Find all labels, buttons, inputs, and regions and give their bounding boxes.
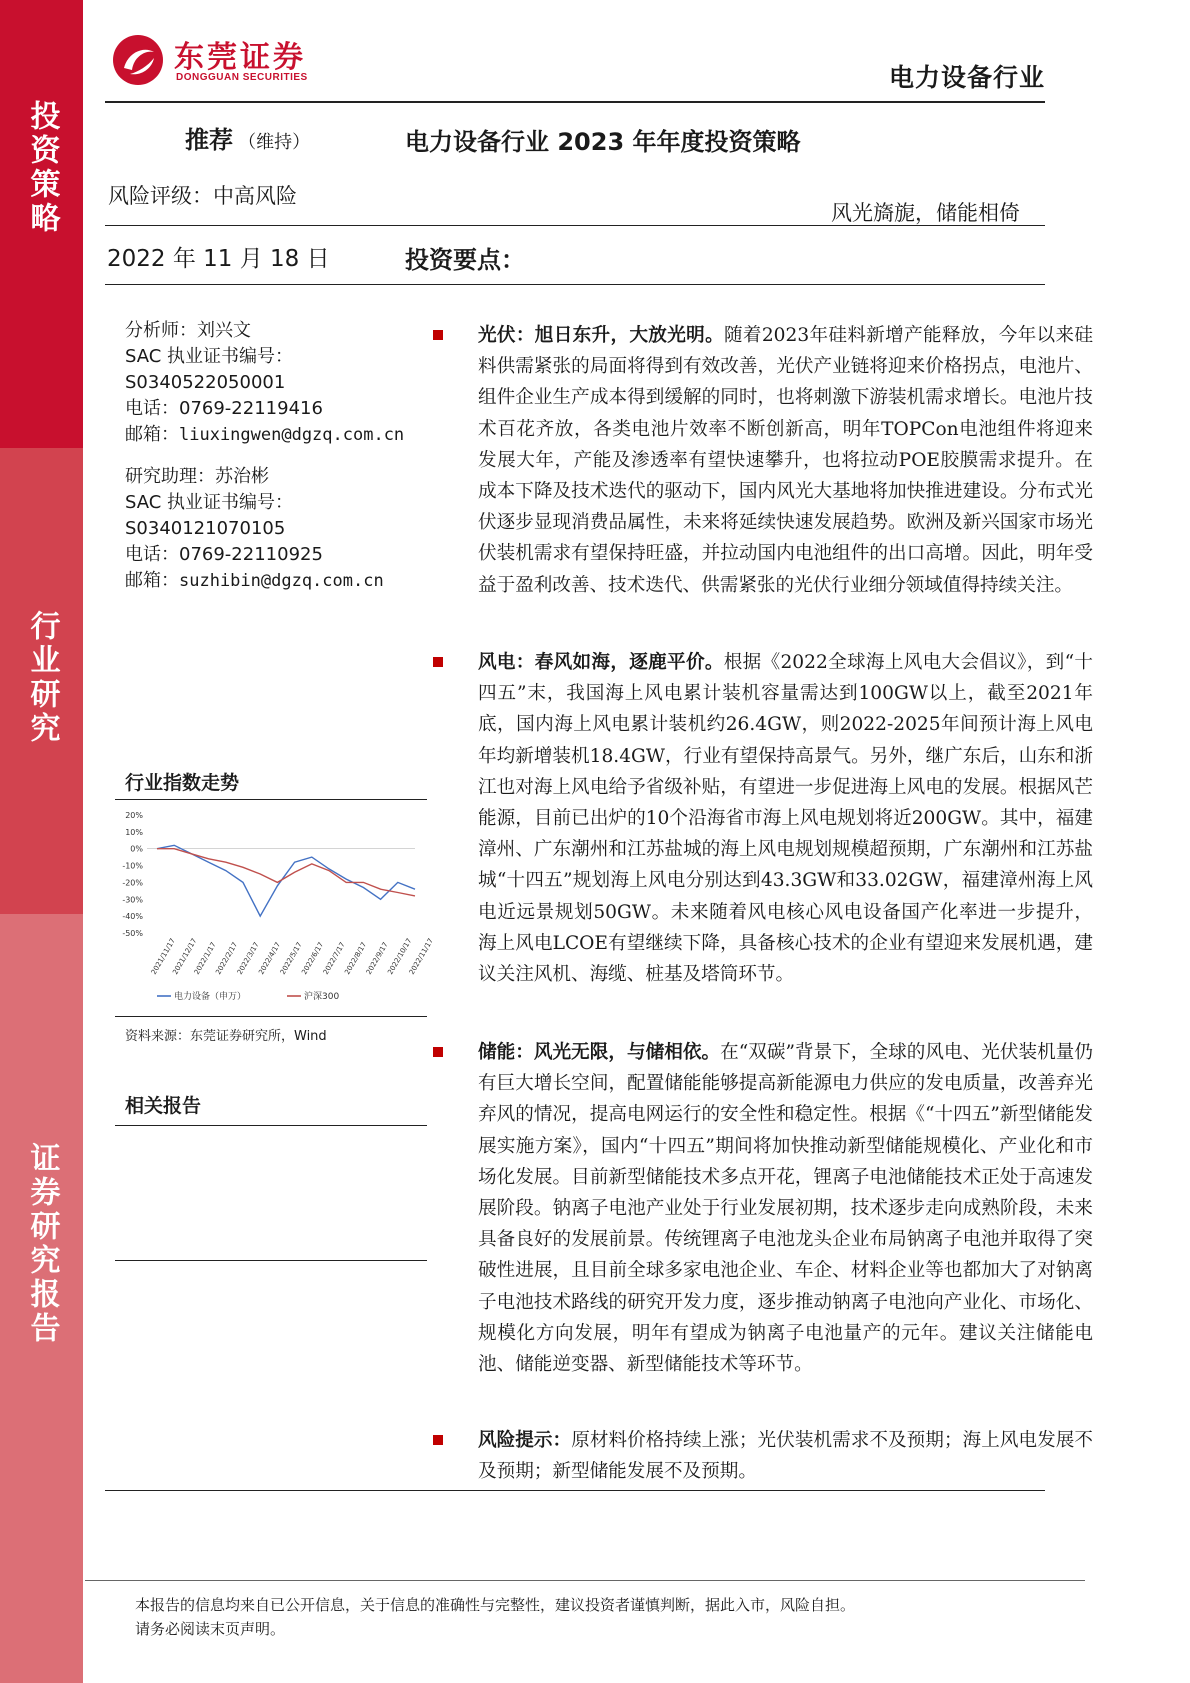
rating-block	[185, 120, 310, 155]
rating-label: 推荐	[185, 126, 233, 154]
report-title: 电力设备行业 2023 年年度投资策略	[405, 128, 801, 156]
y-tick-label: -40%	[122, 912, 143, 922]
bullet-square-icon	[433, 330, 443, 340]
y-tick-label: 20%	[125, 811, 143, 820]
left-top-rule	[105, 225, 405, 226]
rating-note: （维持）	[238, 132, 311, 153]
analyst-1-phone: 电话：0769-22119416	[125, 398, 323, 419]
x-tick-label: 2022/1/17	[192, 940, 218, 976]
industry-index-chart	[115, 803, 435, 1013]
analyst-2-email-row	[125, 568, 384, 594]
industry-name: 电力设备行业	[888, 63, 1045, 92]
bullet-square-icon	[433, 1435, 443, 1445]
chart-bottom-rule	[115, 1016, 427, 1017]
risk-level: 风险评级：中高风险	[108, 184, 297, 208]
analyst-2-sac-label: SAC 执业证书编号：	[125, 492, 294, 513]
analyst-1-email-label: 邮箱：	[125, 424, 179, 445]
point-risk-head: 风险提示：	[478, 1430, 572, 1451]
header-rule	[105, 101, 1045, 103]
x-tick-label: 2022/11/17	[407, 937, 435, 976]
analyst-2-email[interactable]: suzhibin@dgzq.com.cn	[179, 571, 384, 591]
key-points-heading: 投资要点：	[405, 246, 525, 274]
y-tick-label: -10%	[122, 861, 143, 871]
bullet-square-icon	[433, 1047, 443, 1057]
content-bottom-rule	[105, 1490, 1045, 1491]
x-tick-label: 2022/2/17	[214, 940, 240, 976]
y-tick-label: -30%	[122, 895, 143, 905]
x-tick-label: 2022/5/17	[278, 940, 304, 976]
x-tick-label: 2022/3/17	[235, 940, 261, 976]
logo-mark-icon	[110, 32, 166, 88]
report-date: 2022 年 11 月 18 日	[107, 246, 330, 272]
point-storage-head: 储能：风光无限，与储相依。	[478, 1042, 721, 1063]
analyst-2-phone: 电话：0769-22110925	[125, 544, 323, 565]
point-wind-body: 根据《2022全球海上风电大会倡议》，到“十四五”末，我国海上风电累计装机容量需达到100GW以上，截至2021年底，国内海上风电累计装机约26.4GW，则2022-2025年间预计海上风电年均新增装机18.4GW，行业有望保持高景气。另外，继广东后，山东和浙江也对海上风电给予省级补贴，有望进一步促进海上风电的发展。根据风芒能源，目前已出炉的10个沿海省市海上风电规划将近200GW。其中，福建漳州、广东潮州和江苏盐城的海上风电规划规模超预期，广东潮州和江苏盐城“十四五”规划海上风电分别达到43.3GW和33.02GW，福建漳州海上风电近远景规划50GW。未来随着风电核心风电设备国产化率进一步提升，海上风电LCOE有望继续下降，具备核心技术的企业有望迎来发展机遇，建议关注风机、海缆、桩基及塔筒环节。	[478, 652, 1093, 986]
logo-text-en: DONGGUAN SECURITIES	[176, 72, 308, 83]
point-storage-body: 在“双碳”背景下，全球的风电、光伏装机量仍有巨大增长空间，配置储能能够提高新能源电力供应的发电质量，改善弃光弃风的情况，提高电网运行的安全性和稳定性。根据《“十四五”新型储能发展实施方案》，国内“十四五”期间将加快推动新型储能规模化、产业化和市场化发展。目前新型储能技术多点开花，锂离子电池储能技术正处于高速发展阶段。钠离子电池产业处于行业发展初期，技术逐步走向成熟阶段，未来具备良好的发展前景。传统锂离子电池龙头企业布局钠离子电池并取得了突破性进展，且目前全球多家电池企业、车企、材料企业等也都加大了对钠离子电池技术路线的研究开发力度，逐步推动钠离子电池向产业化、市场化、规模化方向发展，明年有望成为钠离子电池量产的元年。建议关注储能电池、储能逆变器、新型储能技术等环节。	[478, 1042, 1093, 1376]
point-risk	[433, 1425, 1093, 1495]
x-tick-label: 2021/11/17	[149, 937, 177, 976]
x-tick-label: 2022/8/17	[343, 940, 369, 976]
logo-text-cn: 东莞证券	[174, 40, 306, 75]
disclaimer	[135, 1593, 855, 1641]
sidebar-label-report: 证券研究报告	[24, 1142, 60, 1346]
related-reports-rule	[115, 1125, 427, 1126]
x-tick-label: 2022/10/17	[386, 937, 414, 976]
point-storage	[433, 1037, 1093, 1407]
point-wind-text	[478, 647, 1093, 990]
point-pv	[433, 320, 1093, 630]
y-tick-label: -20%	[122, 878, 143, 888]
analyst-2-email-label: 邮箱：	[125, 570, 179, 591]
x-tick-label: 2022/4/17	[257, 940, 283, 976]
point-pv-body: 随着2023年硅料新增产能释放，今年以来硅料供需紧张的局面将得到有效改善，光伏产业链将迎来价格拐点，电池片、组件企业生产成本得到缓解的同时，也将刺激下游装机需求增长。电池片技术百花齐放，各类电池片效率不断创新高，明年TOPCon电池组件将迎来发展大年，产能及渗透率有望快速攀升，也将拉动POE胶膜需求提升。在成本下降及技术迭代的驱动下，国内风光大基地将加快推进建设。分布式光伏逐步显现消费品属性，未来将延续快速发展趋势。欧洲及新兴国家市场光伏装机需求有望保持旺盛，并拉动国内电池组件的出口高增。因此，明年受益于盈利改善、技术迭代、供需紧张的光伏行业细分领域值得持续关注。	[478, 325, 1093, 596]
chart-source: 资料来源：东莞证券研究所，Wind	[125, 1029, 327, 1044]
x-tick-label: 2022/7/17	[321, 940, 347, 976]
point-storage-text	[478, 1037, 1093, 1380]
x-tick-label: 2021/12/17	[171, 937, 199, 976]
point-pv-head: 光伏：旭日东升，大放光明。	[478, 325, 724, 346]
point-wind-head: 风电：春风如海，逐鹿平价。	[478, 652, 724, 673]
legend-label-1: 沪深300	[304, 992, 340, 1002]
footer-rule	[85, 1580, 1085, 1581]
index-trend-rule	[115, 799, 427, 800]
analyst-1-sac-label: SAC 执业证书编号：	[125, 346, 294, 367]
point-wind	[433, 647, 1093, 1017]
analyst-1-name: 分析师：刘兴文	[125, 320, 251, 341]
related-reports-bottom-rule	[115, 1260, 427, 1261]
point-pv-text	[478, 320, 1093, 601]
point-risk-body: 原材料价格持续上涨；光伏装机需求不及预期；海上风电发展不及预期；新型储能发展不及预期。	[478, 1430, 1093, 1483]
analyst-1-email-row	[125, 422, 404, 448]
analyst-1-sac: S0340522050001	[125, 372, 286, 393]
company-logo	[110, 30, 330, 90]
disclaimer-line-1: 本报告的信息均来自已公开信息，关于信息的准确性与完整性，建议投资者谨慎判断，据此入市，风险自担。	[135, 1596, 856, 1614]
point-risk-text	[478, 1425, 1093, 1487]
index-trend-heading: 行业指数走势	[125, 772, 240, 794]
sidebar-seg-strategy	[0, 0, 83, 448]
keypoints-rule	[105, 284, 1045, 285]
y-tick-label: 0%	[130, 844, 143, 854]
sidebar-seg-industry	[0, 448, 83, 914]
x-tick-label: 2022/6/17	[300, 940, 326, 976]
x-tick-label: 2022/9/17	[364, 940, 390, 976]
analyst-1-email[interactable]: liuxingwen@dgzq.com.cn	[179, 425, 405, 445]
analyst-1	[125, 318, 404, 448]
sidebar-label-industry: 行业研究	[24, 610, 60, 746]
sidebar-seg-report	[0, 914, 83, 1683]
related-reports-heading: 相关报告	[125, 1095, 202, 1117]
bullet-square-icon	[433, 657, 443, 667]
y-tick-label: 10%	[125, 827, 143, 837]
left-sidebar	[0, 0, 83, 1683]
analyst-2-name: 研究助理：苏治彬	[125, 466, 269, 487]
report-subtitle: 风光旖旎，储能相倚	[831, 201, 1020, 225]
series-line-0	[157, 845, 415, 916]
disclaimer-line-2: 请务必阅读末页声明。	[135, 1620, 286, 1638]
y-tick-label: -50%	[122, 929, 143, 938]
analyst-2	[125, 464, 384, 594]
subtitle-rule	[405, 225, 1045, 226]
analyst-2-sac: S0340121070105	[125, 518, 286, 539]
legend-label-0: 电力设备（申万）	[174, 992, 247, 1002]
sidebar-label-strategy: 投资策略	[24, 100, 60, 236]
